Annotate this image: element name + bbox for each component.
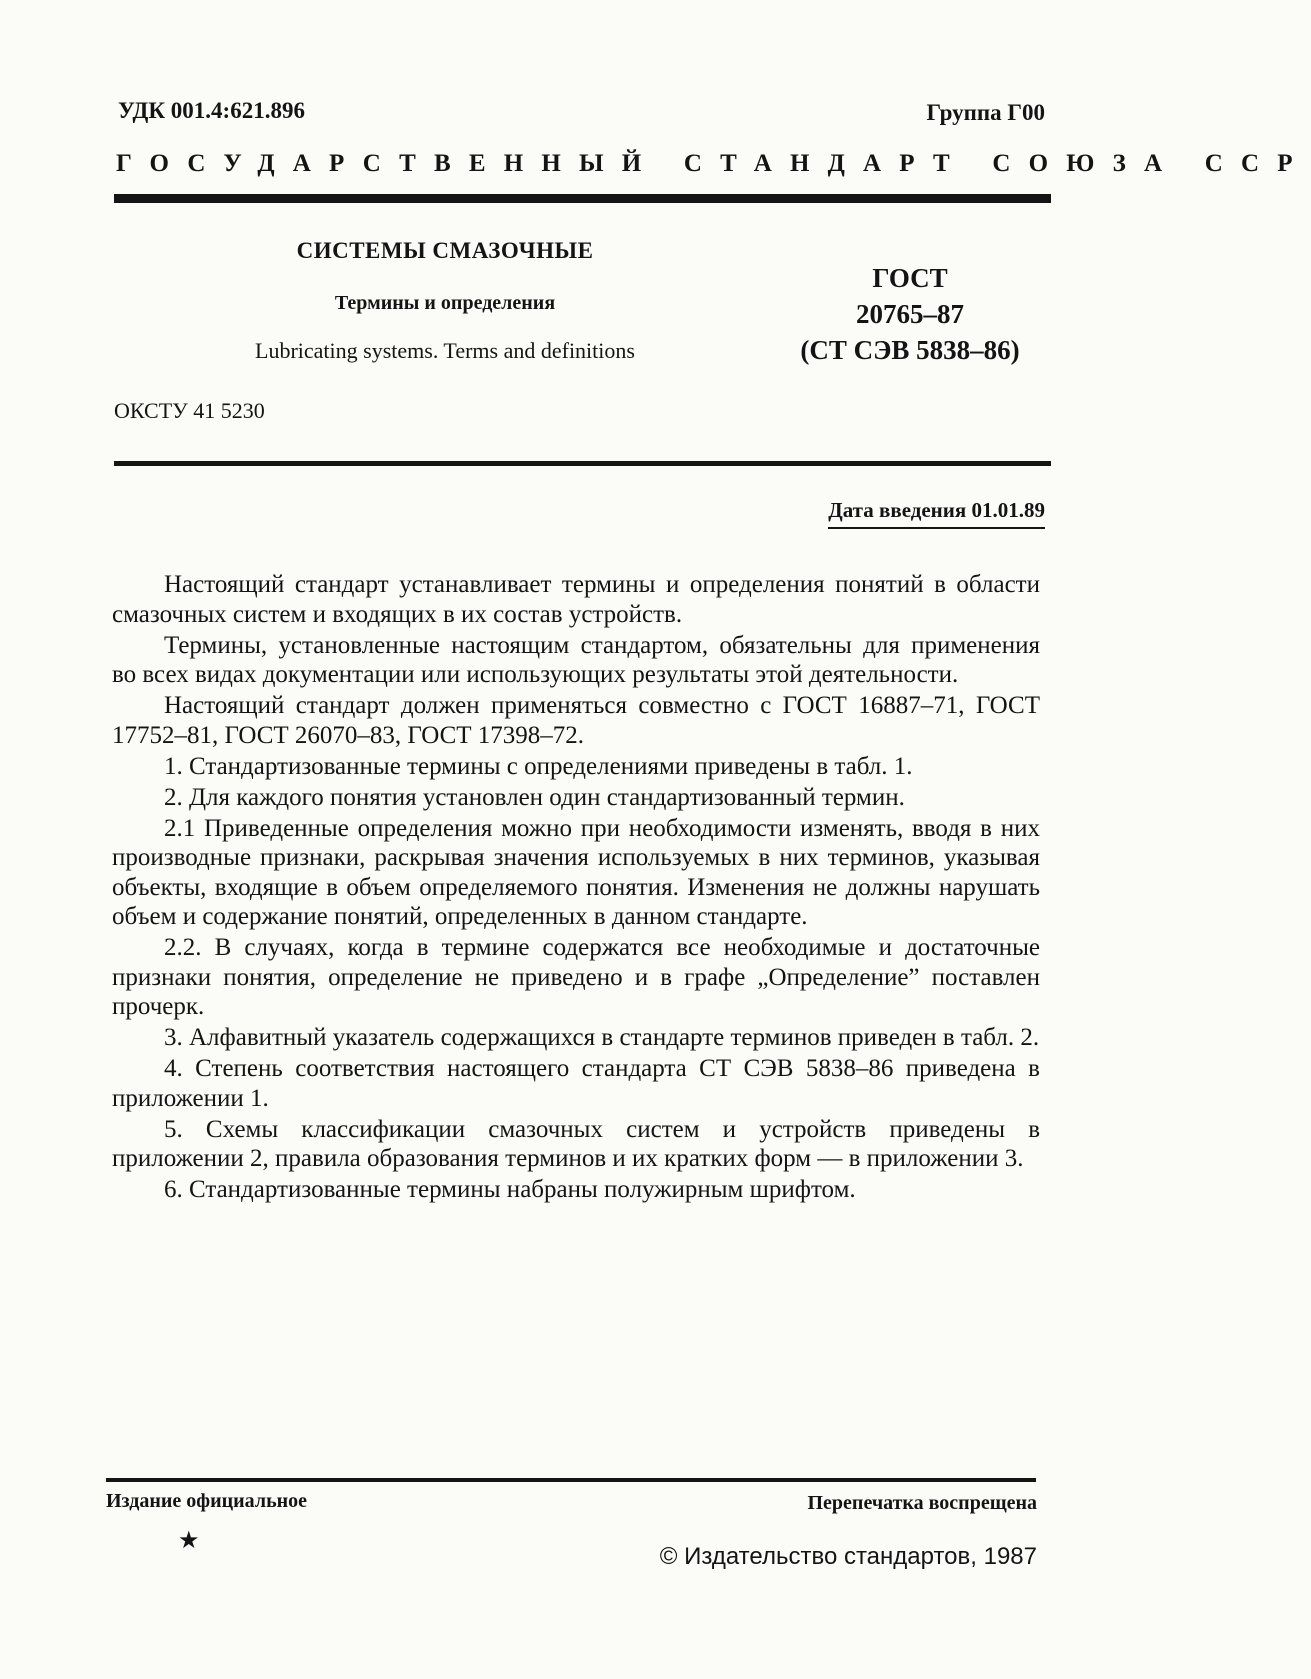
reprint-prohibited-label: Перепечатка воспрещена	[807, 1492, 1037, 1514]
top-divider	[114, 194, 1051, 203]
cmea-standard-number: (СТ СЭВ 5838–86)	[800, 335, 1020, 365]
copyright-notice: © Издательство стандартов, 1987	[659, 1543, 1037, 1570]
paragraph: Настоящий стандарт устанавливает термины и определения понятий в области смазочных систем и входящих в их состав устройств.	[112, 571, 1040, 628]
official-edition-label: Издание официальное	[106, 1490, 308, 1512]
star-icon: ★	[178, 1528, 200, 1554]
paragraph: 2. Для каждого понятия установлен один стандартизованный термин.	[164, 783, 905, 811]
paragraph: Термины, установленные настоящим стандартом, обязательны для применения во всех видах документации или использующих результаты этой деятельности.	[112, 631, 1040, 688]
paragraph: 2.2. В случаях, когда в термине содержатся все необходимые и достаточные признаки понятия, определение не приведено и в графе „Определение” поставлен прочерк.	[112, 934, 1040, 1020]
paragraph: 6. Стандартизованные термины набраны полужирным шрифтом.	[164, 1176, 856, 1203]
group-code: Группа Г00	[926, 100, 1045, 125]
gost-label: ГОСТ	[872, 263, 948, 293]
introduction-date: Дата введения 01.01.89	[828, 498, 1045, 529]
gost-number: 20765–87	[856, 299, 964, 329]
udk-code: УДК 001.4:621.896	[118, 98, 305, 123]
paragraph: 1. Стандартизованные термины с определениями приведены в табл. 1.	[164, 752, 913, 780]
paragraph: 2.1 Приведенные определения можно при необходимости изменять, вводя в них производные признаки, раскрывая значения используемых в них терминов, указывая объекты, входящие в объем определяемого понятия. Изменения не должны нарушать объем и содержание понятий, определенных в данном стандарте.	[112, 814, 1040, 930]
gost-designation	[760, 260, 1060, 368]
paragraph: 3. Алфавитный указатель содержащихся в стандарте терминов приведен в табл. 2.	[164, 1024, 1040, 1051]
paragraph: 4. Степень соответствия настоящего стандарта СТ СЭВ 5838–86 приведена в приложении 1.	[112, 1055, 1040, 1112]
paragraph: Настоящий стандарт должен применяться совместно с ГОСТ 16887–71, ГОСТ 17752–81, ГОСТ 26070–83, ГОСТ 17398–72.	[112, 692, 1040, 749]
footer-divider	[106, 1478, 1036, 1482]
okstu-code: ОКСТУ 41 5230	[114, 398, 265, 423]
english-title: Lubricating systems. Terms and definitions	[255, 338, 635, 363]
document-title: СИСТЕМЫ СМАЗОЧНЫЕ	[296, 238, 594, 263]
paragraph: 5. Схемы классификации смазочных систем и устройств приведены в приложении 2, правила образования терминов и их кратких форм — в приложении 3.	[112, 1115, 1040, 1172]
middle-divider	[114, 461, 1051, 466]
state-standard-heading: ГОСУДАРСТВЕННЫЙ СТАНДАРТ СОЮЗА ССР	[116, 150, 1311, 177]
document-subtitle: Термины и определения	[334, 292, 556, 314]
document-body	[112, 570, 1040, 1206]
